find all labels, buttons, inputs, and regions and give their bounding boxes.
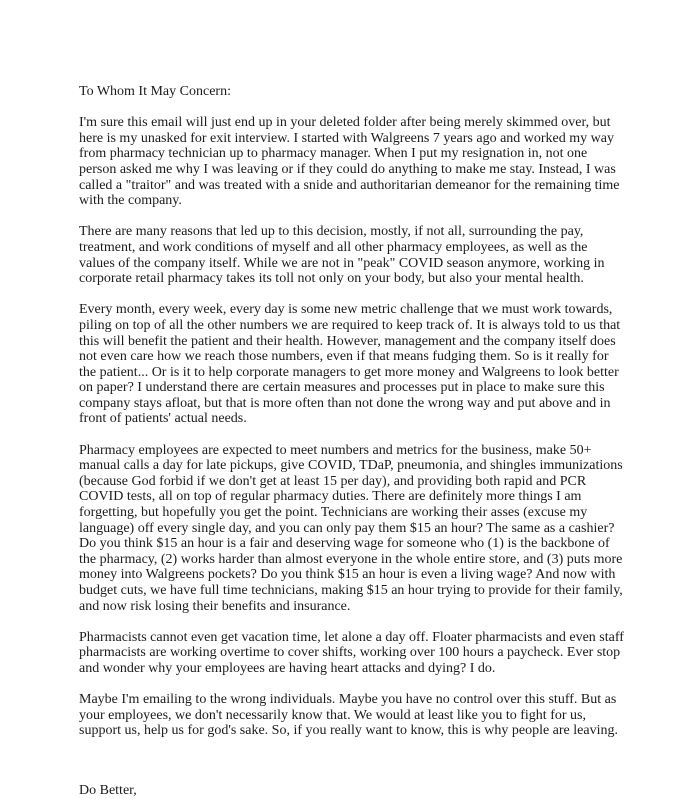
- letter-body: [79, 84, 625, 799]
- letter-paragraph-5: Pharmacists cannot even get vacation time, let alone a day off. Floater pharmacists and even staff pharmacists are working overtime to cover shifts, working over 100 hours a paycheck. Ever stop and wonder why your employees are having heart attacks and dying? I do.: [79, 629, 624, 676]
- letter-paragraph-2: There are many reasons that led up to this decision, mostly, if not all, surrounding the pay, treatment, and work conditions of myself and all other pharmacy employees, as well as the values of the company itself. While we are not in "peak" COVID season anymore, working in corporate retail pharmacy takes its toll not only on your body, but also your mental health.: [79, 224, 605, 287]
- letter-paragraph-3: Every month, every week, every day is some new metric challenge that we must work towards, piling on top of all the other numbers we are required to keep track of. It is always told to us that this will benefit the patient and their health. However, management and the company itself does not even care how we reach those numbers, even if that means fudging them. So is it really for the patient... Or is it to help corporate managers to get more money and Walgreens to look better on paper? I understand there are certain measures and processes put in place to make sure this company stays afloat, but that is more often than not done the wrong way and put above and in front of patients' actual needs.: [79, 302, 621, 427]
- salutation: To Whom It May Concern:: [79, 84, 231, 99]
- letter-paragraph-4: Pharmacy employees are expected to meet numbers and metrics for the business, make 50+ manual calls a day for late pickups, give COVID, TDaP, pneumonia, and shingles immunizations (because God forbid if we don't get at least 15 per day), and providing both rapid and PCR COVID tests, all on top of regular pharmacy duties. There are definitely more things I am forgetting, but hopefully you get the point. Technicians are working their asses (excuse my language) off every single day, and you can only pay them $15 an hour? The same as a cashier? Do you think $15 an hour is a fair and deserving wage for someone who (1) is the backbone of the pharmacy, (2) works harder than almost everyone in the whole entire store, and (3) puts more money into Walgreens pockets? Do you think $15 an hour is even a living wage? And now with budget cuts, we have full time technicians, making $15 an hour trying to provide for their family, and now risk losing their benefits and insurance.: [79, 442, 623, 614]
- letter-paragraph-6: Maybe I'm emailing to the wrong individuals. Maybe you have no control over this stuff. But as your employees, we don't necessarily know that. We would at least like you to fight for us, support us, help us for god's sake. So, if you really want to know, this is why people are leaving.: [79, 692, 618, 739]
- letter-paragraph-1: I'm sure this email will just end up in your deleted folder after being merely skimmed over, but here is my unasked for exit interview. I started with Walgreens 7 years ago and worked my way from pharmacy technician up to pharmacy manager. When I put my resignation in, not one person asked me why I was leaving or if they could do anything to make me stay. Instead, I was called a "traitor" and was treated with a snide and authoritarian demeanor for the remaining time with the company.: [79, 115, 620, 209]
- closing: Do Better,: [79, 782, 137, 798]
